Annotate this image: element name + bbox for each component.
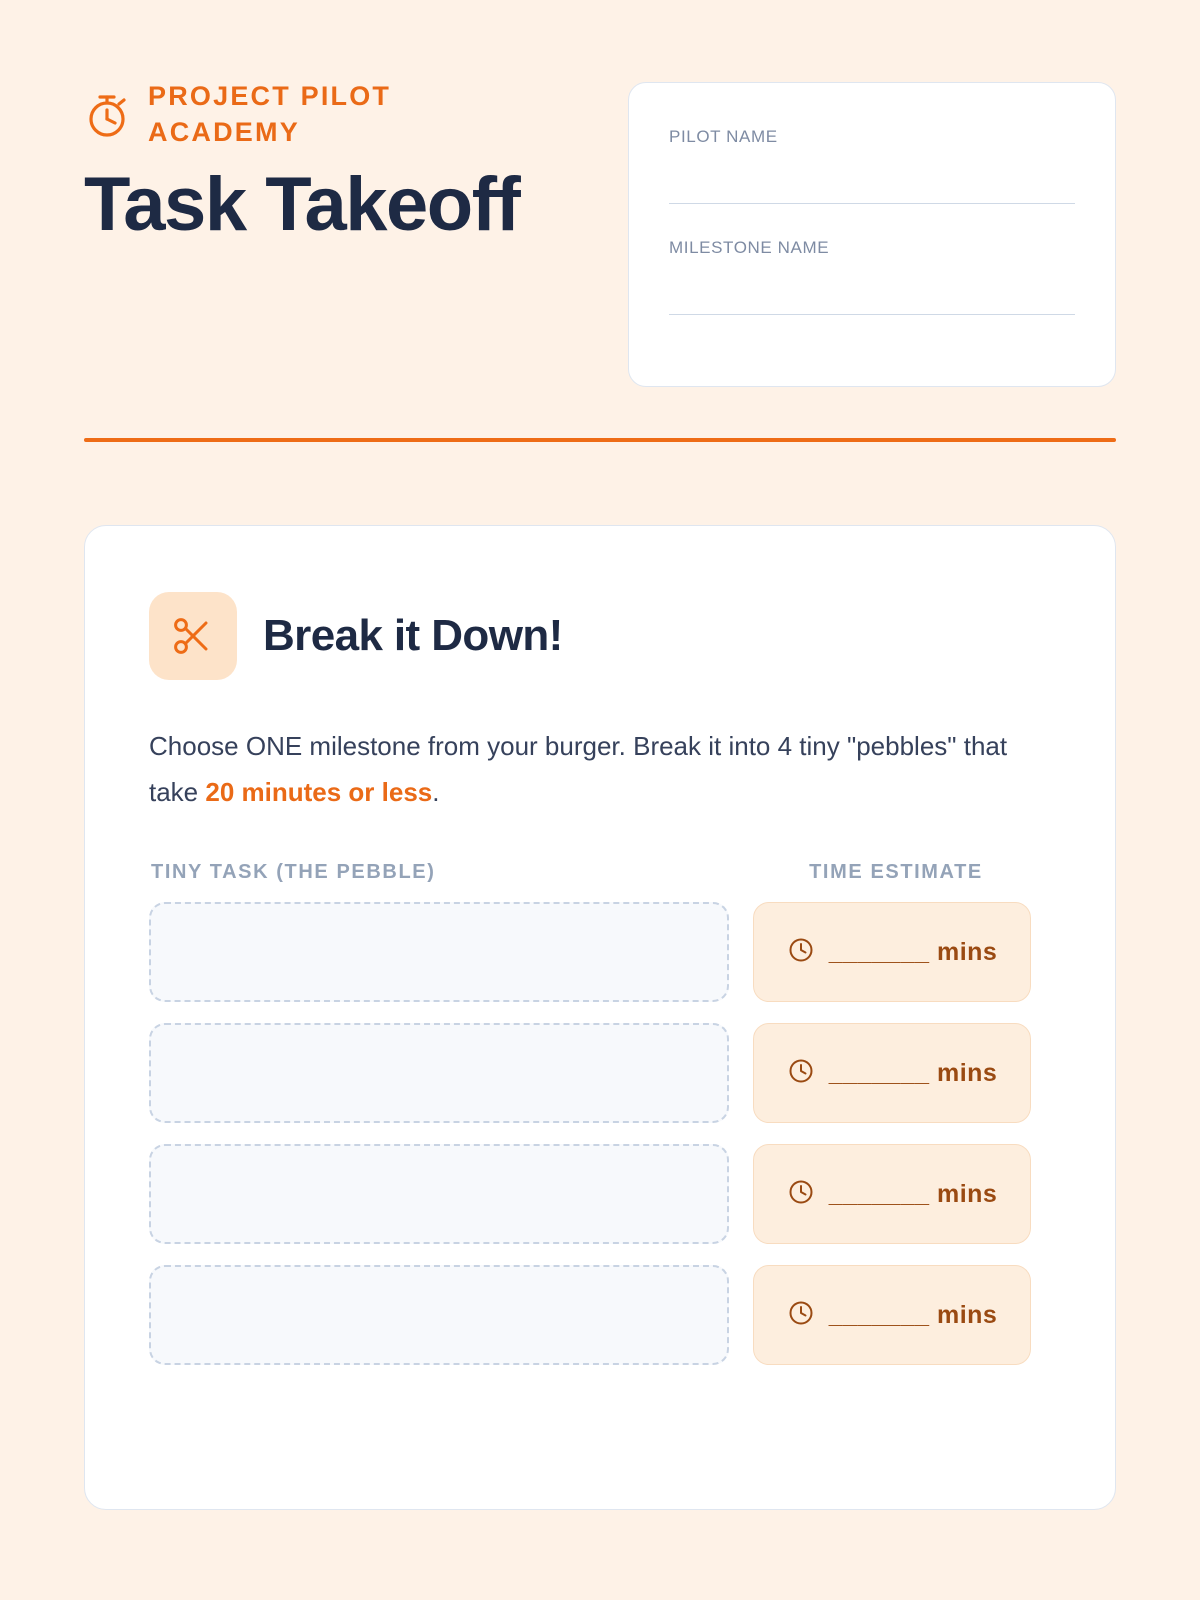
time-placeholder-2: _______ mins (828, 1058, 998, 1087)
section-header (149, 592, 1051, 680)
intro-text-part1: Choose ONE milestone from your burger. Break it into 4 tiny "pebbles" that take (149, 731, 1008, 807)
table-row (149, 1265, 1051, 1365)
table-row (149, 902, 1051, 1002)
time-estimate-1[interactable] (753, 902, 1031, 1002)
task-input-2[interactable] (149, 1023, 729, 1123)
page-title: Task Takeoff (84, 161, 520, 247)
pilot-info-card (628, 82, 1116, 387)
brand-block (84, 78, 519, 245)
task-input-1[interactable] (149, 902, 729, 1002)
section-intro (149, 724, 1049, 815)
clock-icon (787, 936, 815, 969)
time-placeholder-4: _______ mins (828, 1300, 998, 1329)
column-headers (149, 861, 1051, 884)
task-input-3[interactable] (149, 1144, 729, 1244)
time-estimate-3[interactable] (753, 1144, 1031, 1244)
pilot-name-label: PILOT NAME (669, 127, 778, 146)
pilot-name-input-line[interactable] (669, 203, 1075, 204)
column-header-time: TIME ESTIMATE (809, 861, 983, 883)
clock-icon (787, 1178, 815, 1211)
clock-icon (787, 1057, 815, 1090)
milestone-name-input-line[interactable] (669, 314, 1075, 315)
section-title: Break it Down! (263, 611, 563, 660)
milestone-name-label: MILESTONE NAME (669, 238, 830, 257)
time-estimate-4[interactable] (753, 1265, 1031, 1365)
intro-accent: 20 minutes or less (205, 776, 433, 807)
table-row (149, 1023, 1051, 1123)
table-row (149, 1144, 1051, 1244)
time-placeholder-1: _______ mins (828, 937, 998, 966)
milestone-name-field[interactable] (669, 238, 1075, 315)
divider-rule (84, 438, 1116, 442)
brand-name: PROJECT PILOT ACADEMY (148, 81, 392, 148)
column-header-task: TINY TASK (THE PEBBLE) (151, 861, 436, 883)
task-input-4[interactable] (149, 1265, 729, 1365)
brand-row (84, 78, 478, 151)
clock-icon (787, 1299, 815, 1332)
time-estimate-2[interactable] (753, 1023, 1031, 1123)
time-placeholder-3: _______ mins (828, 1179, 998, 1208)
break-it-down-card (84, 525, 1116, 1510)
stopwatch-icon (84, 88, 130, 145)
intro-text-part2: . (432, 776, 440, 807)
pebble-rows (149, 902, 1051, 1365)
pilot-name-field[interactable] (669, 127, 1075, 204)
scissors-icon (149, 592, 237, 680)
